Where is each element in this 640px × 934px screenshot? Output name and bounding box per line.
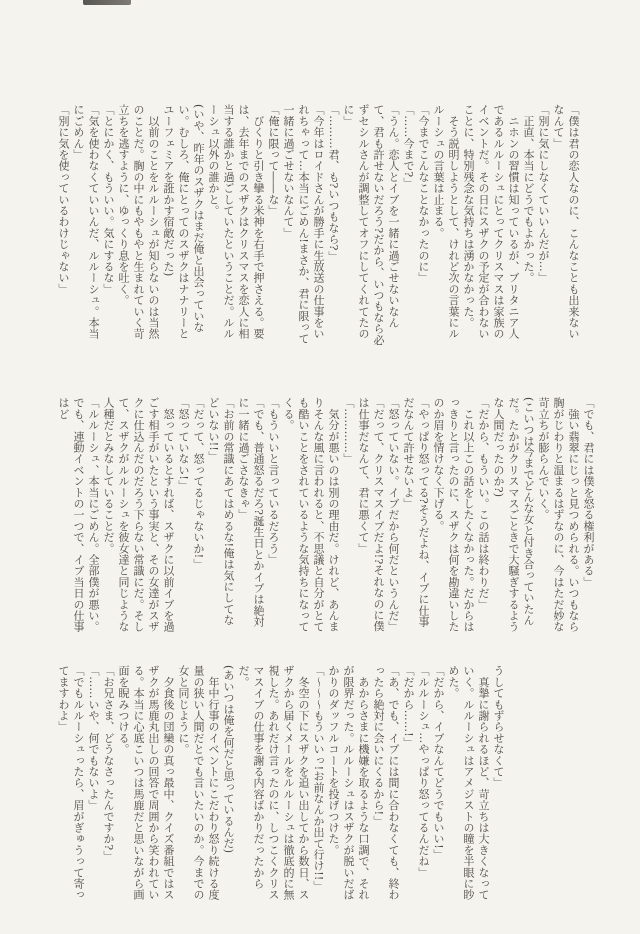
dialogue-line: 「別に気を使っているわけじゃない」: [57, 104, 70, 295]
dialogue-line: 「…………」: [342, 397, 355, 465]
inner-monologue: (こいつは今までどんな女と付き合っていたんだ。たかがクリスマスごときで大騒ぎするような人間だったのか?): [492, 397, 535, 633]
text-band-top: [56, 104, 581, 350]
narration: あからさまに機嫌を取るような口調で、それが限界だった。ルルーシュはスザクが脱いだばかりのダッフルコートを投げつけた。: [327, 665, 370, 901]
dialogue-line: 「だから、イブなんてどうでもいい!」: [432, 665, 445, 861]
dialogue-line: 「でも、君には僕を怒る権利がある」: [582, 397, 595, 588]
page-text-area: [56, 104, 593, 903]
dialogue-line: 「今年はロイドさんが勝手に生放送の仕事をいれちゃって…本当にごめん!まさか、君に限って一緒に過ごせないなんて」: [282, 104, 325, 344]
narration: 正直、本当にどうでもよかった。: [522, 104, 535, 284]
narration: 以前のことをルルーシュが知らないのは当然のことだ。胸の中にもやもやと生まれていく苛立ちを逃すように、ゆっくり息を吐く。: [117, 104, 160, 340]
dialogue-line: 「だって、怒ってるじゃないか!」: [192, 397, 205, 570]
dialogue-line: 「ルルーシュ、本当にごめん。全部僕が悪い。でも、連動イベントの一つで、イブ当日の仕事はど: [57, 397, 100, 633]
dialogue-line: 「……今まで?」: [402, 104, 415, 189]
dialogue-line: 「気を使わなくていいんだ、ルルーシュ。本当にごめん」: [72, 104, 100, 340]
dialogue-line: 「……いや、何でもないよ」: [87, 665, 100, 811]
dialogue-line: 「別に気にしなくていいんだが…」: [537, 104, 550, 284]
dialogue-line: 「やっぱり怒ってる?そうだよね、イブに仕事だなんて許せないよ」: [402, 397, 430, 628]
narration: びくりと引き攣る米神を右手で押さえる。要は、去年までのスザクはクリスマスを恋人に相当する誰かと過ごしていたということだ。ルルーシュ以外の誰かと。: [207, 104, 265, 340]
narration: ニホンの習慣は知っているが、ブリタニア人であるルルーシュにとってクリスマスは家族のイベントだ。その日にスザクの予定が合わないことに、特別残念な気持ちは湧かなかった。: [462, 104, 520, 340]
dialogue-line: 「だって、クリスマスイブだよ!?それなのに僕は仕事だなんて、君に悪くて」: [357, 397, 385, 632]
narration: 真摯に謝られるほど、苛立ちは大きくなっていく。ルルーシュはアメジストの瞳を半眼に眇めた。: [447, 665, 490, 901]
dialogue-line: 「怒っていない。イブだから何だというんだ」: [387, 397, 400, 633]
dialogue-line: 「だから、もういい。この話は終わりだ」: [477, 397, 490, 610]
dialogue-line: 「お兄さま、どうなさったんですか?」: [102, 665, 115, 862]
narration: これ以上この話をしたくなかった。だからはっきりと言ったのに、スザクは何を勘違いしたのか眉を情けなく下げる。: [432, 397, 475, 633]
narration-after-scene-break: 冬空の下にスザクを追い出してから数日、スザクから届くメールをルルーシュは徹底的に無視した。あれだけ言ったのに、しつこくクリスマスイブの仕事を謝る内容ばかりだったからだ。: [237, 665, 310, 901]
text-band-middle: [56, 397, 596, 633]
dialogue-line: 「今までこんなことなかったのに」: [417, 104, 430, 284]
scan-artifact-smudge: [83, 0, 131, 5]
text-band-bottom: [56, 665, 506, 903]
narration: 気分が悪いのは別の理由だ。けれど、あんまりそんな風に言われると、不思議と自分がとても酷いことをされているような気持ちになってくる。: [282, 397, 340, 633]
dialogue-line: 「僕は君の恋人なのに、こんなことも出来ないなんて」: [552, 104, 580, 340]
narration: 年中行事のイベントにこだわり怒り続ける度量の狭い人間だとでも言いたいのか。今までの女と同じように。: [177, 665, 220, 901]
dialogue-line: 「でもルルーシュったら、眉がぎゅうって寄ってますわよ」: [57, 665, 85, 901]
dialogue-line: 「だから……!」: [402, 665, 415, 749]
dialogue-line: 「あ、でも、イブには間に合わなくても、終わったら絶対に会いにくるから!」: [372, 665, 400, 901]
dialogue-line: うしてもずらせなくて」: [492, 665, 505, 789]
dialogue-line: 「俺に限って――な」: [267, 104, 280, 216]
dialogue-line: 「もういいと言っているだろう」: [267, 397, 280, 565]
dialogue-line: 「………君、も?いつもなら?」: [327, 104, 340, 262]
dialogue-line: 「お前の常識にあてはめるな!俺は気にしてなどいない!!」: [207, 397, 235, 626]
dialogue-line: 「ルルーシュ…やっぱり怒ってるんだね」: [417, 665, 430, 878]
dialogue-line: 「〜〜〜もういいっ!お前なんか出て行け!!」: [312, 665, 325, 892]
dialogue-line: 「とにかく、もういい。気にするな」: [102, 104, 115, 295]
dialogue-line: 「怒っていない!」: [177, 397, 190, 492]
inner-monologue: (いや、昨年のスザクはまだ俺と出会っていない。むしろ、俺にとってのスザクはナナリーとユーフェミアを誑かす宿敵だった): [162, 104, 205, 340]
dialogue-line: 「うん。恋人とイブを一緒に過ごせないなんて、君も許せないだろう?だから、いつもなら必ずセシルさんが調整してオフにしてくれてたのに」: [342, 104, 400, 346]
inner-monologue: (あいつは俺を何だと思っているんだ): [222, 665, 235, 854]
dialogue-line: 「でも、普通怒るだろ?誕生日とかイブは絶対に一緒に過ごさなきゃ」: [237, 397, 265, 628]
narration: そう説明しようとして、けれど次の言葉にルルーシュの言葉は止まる。: [432, 104, 460, 340]
narration: 夕食後の団欒の真っ最中、クイズ番組ではスザクが馬鹿丸出しの回答で周囲から笑われている。本当に心底こいつは馬鹿だと思いながら画面を睨みつける。: [117, 665, 175, 901]
narration: 強い翡翠にじっと見つめられる。いつもなら胸がじわりと温まるはずなのに、今はただ妙な苛立ちが膨らんでいく。: [537, 397, 580, 633]
narration: 怒っているとすれば、スザクに以前イブを過ごす相手がいたという事実と、その女達がスザクに仕込んだのだろう下らない常識にだ。そして、スザクがルルーシュを彼女達と同じような人種だとみなしていることだ。: [102, 397, 175, 633]
